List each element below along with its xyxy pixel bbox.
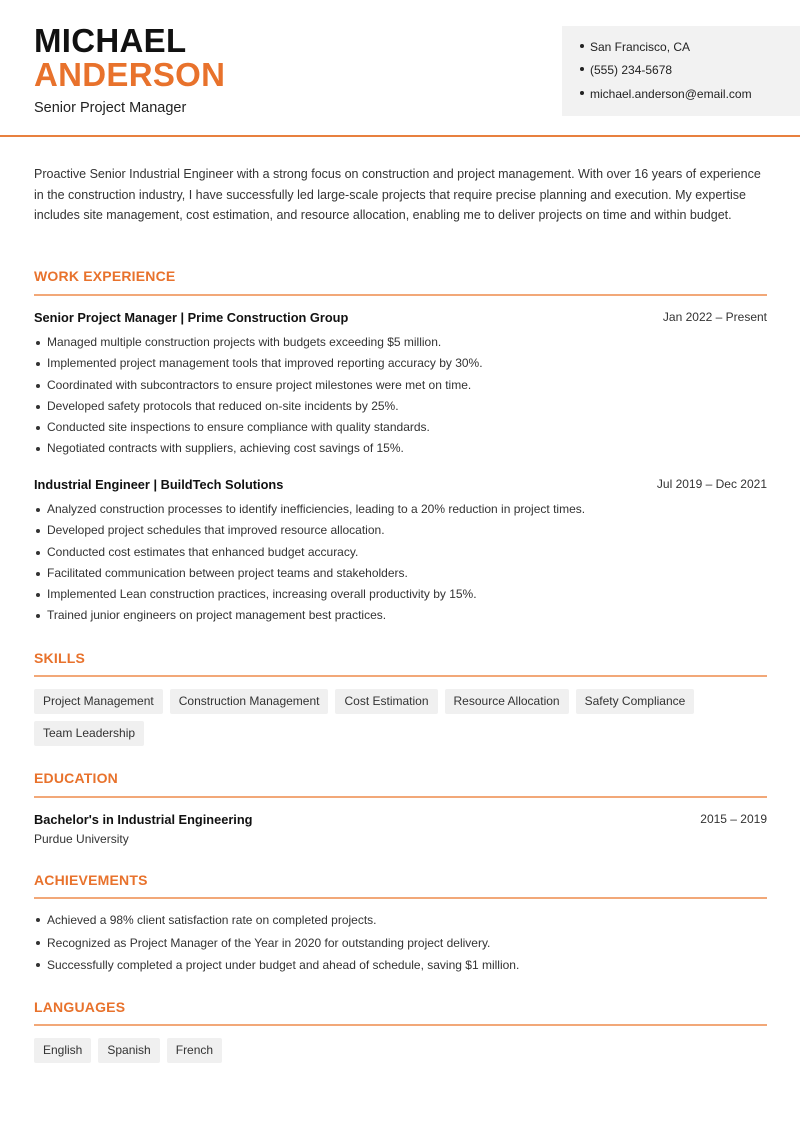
phone-text: (555) 234-5678 xyxy=(590,63,673,77)
section-title-achievements: ACHIEVEMENTS xyxy=(34,872,148,888)
education-school: Purdue University xyxy=(34,832,129,846)
bullet-icon xyxy=(580,44,584,48)
section-title-education: EDUCATION xyxy=(34,770,118,786)
education-dates: 2015 – 2019 xyxy=(700,812,767,826)
section-divider xyxy=(34,796,767,798)
contact-box xyxy=(562,26,800,116)
job-heading: Senior Project Manager | Prime Construction Group xyxy=(34,310,349,325)
section-title-languages: LANGUAGES xyxy=(34,999,126,1015)
achievements-list xyxy=(34,909,768,977)
language-tag: French xyxy=(167,1038,222,1063)
section-divider xyxy=(34,675,767,677)
job-dates: Jul 2019 – Dec 2021 xyxy=(656,477,767,491)
section-divider xyxy=(34,1024,767,1026)
section-title-work: WORK EXPERIENCE xyxy=(34,268,176,284)
summary: Proactive Senior Industrial Engineer with a strong focus on construction and project management. With over 16 years of experience in the construction industry, I have successfully led large-scale projects that require precise planning and execution. My expertise includes site management, cost estimation, and resource allocation, enabling me to deliver projects on time and within budget. xyxy=(34,167,761,223)
list-item: Conducted cost estimates that enhanced budget accuracy. xyxy=(34,542,768,563)
list-item: Analyzed construction processes to identify inefficiencies, leading to a 20% reduction in project times. xyxy=(34,499,768,520)
bullet-icon xyxy=(580,67,584,71)
list-item: Recognized as Project Manager of the Year in 2020 for outstanding project delivery. xyxy=(34,932,768,955)
list-item: Implemented Lean construction practices, increasing overall productivity by 15%. xyxy=(34,584,768,605)
language-tag: English xyxy=(34,1038,91,1063)
section-divider xyxy=(34,897,767,899)
skills-list xyxy=(34,689,768,753)
skill-tag: Cost Estimation xyxy=(335,689,437,714)
languages-list xyxy=(34,1038,768,1070)
list-item: Conducted site inspections to ensure compliance with quality standards. xyxy=(34,417,768,438)
list-item: Managed multiple construction projects with budgets exceeding $5 million. xyxy=(34,332,768,353)
contact-email xyxy=(580,87,752,101)
list-item: Coordinated with subcontractors to ensure project milestones were met on time. xyxy=(34,375,768,396)
list-item: Trained junior engineers on project management best practices. xyxy=(34,605,768,626)
list-item: Implemented project management tools that improved reporting accuracy by 30%. xyxy=(34,353,768,374)
list-item: Facilitated communication between project teams and stakeholders. xyxy=(34,563,768,584)
first-name: MICHAEL xyxy=(34,22,187,59)
job-heading: Industrial Engineer | BuildTech Solutions xyxy=(34,477,284,492)
language-tag: Spanish xyxy=(98,1038,159,1063)
list-item: Developed project schedules that improved resource allocation. xyxy=(34,520,768,541)
contact-phone xyxy=(580,63,672,77)
bullet-icon xyxy=(580,91,584,95)
section-divider xyxy=(34,294,767,296)
location-text: San Francisco, CA xyxy=(590,40,691,54)
skill-tag: Safety Compliance xyxy=(576,689,695,714)
job-bullets xyxy=(34,332,768,460)
last-name: ANDERSON xyxy=(34,56,226,93)
list-item: Negotiated contracts with suppliers, achieving cost savings of 15%. xyxy=(34,438,768,459)
job-dates: Jan 2022 – Present xyxy=(662,310,767,324)
job-title: Senior Project Manager xyxy=(34,100,187,116)
resume-header xyxy=(0,0,800,137)
skill-tag: Construction Management xyxy=(170,689,329,714)
section-title-skills: SKILLS xyxy=(34,650,85,666)
job-bullets xyxy=(34,499,768,627)
list-item: Achieved a 98% client satisfaction rate on completed projects. xyxy=(34,909,768,932)
list-item: Developed safety protocols that reduced on-site incidents by 25%. xyxy=(34,396,768,417)
contact-location xyxy=(580,40,690,54)
email-text: michael.anderson@email.com xyxy=(590,87,752,101)
skill-tag: Team Leadership xyxy=(34,721,144,746)
list-item: Successfully completed a project under budget and ahead of schedule, saving $1 million. xyxy=(34,954,768,977)
education-degree: Bachelor's in Industrial Engineering xyxy=(34,812,253,827)
skill-tag: Resource Allocation xyxy=(445,689,569,714)
skill-tag: Project Management xyxy=(34,689,163,714)
